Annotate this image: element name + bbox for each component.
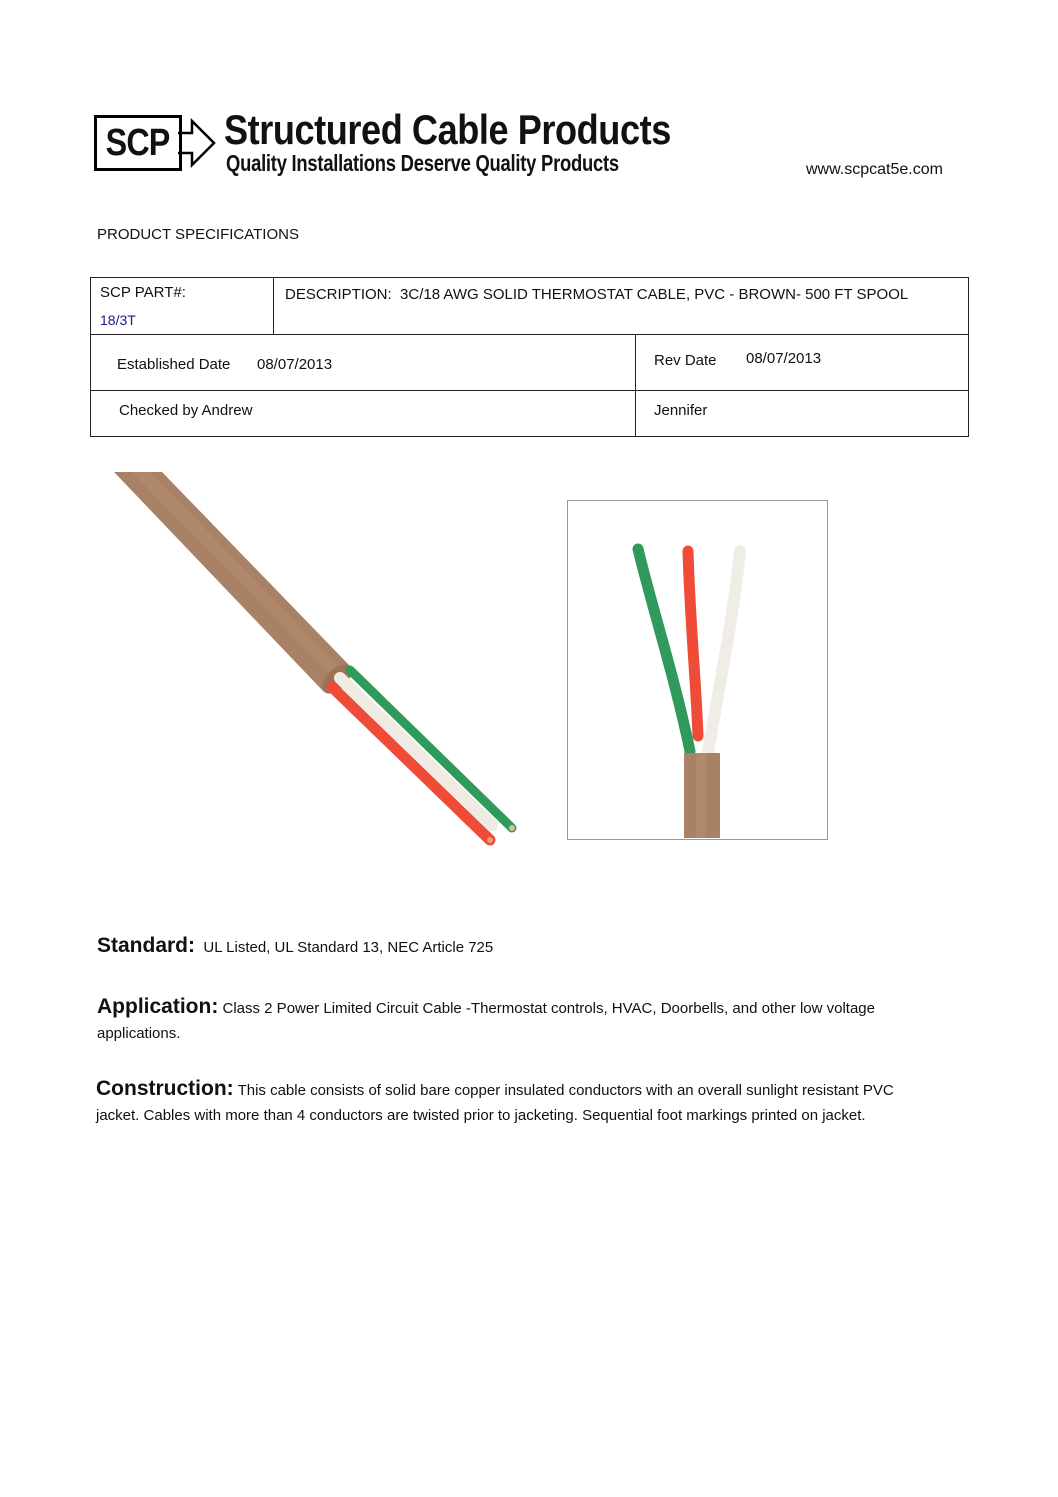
rev-date: 08/07/2013 — [746, 350, 822, 367]
red-conductor — [688, 551, 698, 736]
part-label: SCP PART#: — [100, 284, 186, 301]
construction-text: This cable consists of solid bare copper insulated conductors with an overall sunlight resistant PVC jacket. Cables with more than 4 conductors are twisted prior to jacketing. Sequential foot markings printed on jacket. — [96, 1082, 894, 1124]
cable-photo-side — [92, 470, 532, 880]
description-value: 3C/18 AWG SOLID THERMOSTAT CABLE, PVC - BROWN- 500 FT SPOOL — [400, 286, 909, 303]
construction-section — [96, 1076, 916, 1128]
application-heading: Application: — [97, 995, 219, 1018]
logo-box — [94, 115, 182, 171]
cable-jacket — [114, 472, 357, 699]
standard-text: UL Listed, UL Standard 13, NEC Article 725 — [203, 939, 494, 956]
description-cell — [273, 278, 968, 334]
table-row-dates — [91, 334, 968, 391]
approver-cell — [635, 390, 968, 436]
part-number: 18/3T — [100, 312, 136, 328]
established-label: Established Date — [117, 356, 231, 373]
white-conductor — [340, 678, 492, 825]
copper-tip — [509, 825, 515, 831]
website-link[interactable]: www.scpcat5e.com — [806, 161, 943, 178]
brand-tagline: Quality Installations Deserve Quality Products — [226, 150, 619, 176]
standard-section — [97, 933, 493, 960]
cable-photo-front — [568, 501, 826, 838]
rev-cell — [635, 334, 968, 390]
part-cell — [91, 278, 274, 334]
green-conductor — [638, 549, 690, 751]
approver-name: Jennifer — [654, 402, 708, 419]
jacket-highlight — [696, 753, 706, 838]
red-conductor — [332, 687, 490, 840]
copper-tip — [487, 837, 493, 843]
checked-cell — [91, 390, 636, 436]
description-label: DESCRIPTION: — [285, 286, 392, 303]
spec-table — [90, 277, 969, 437]
cable-photo-front-frame — [567, 500, 828, 840]
description-text — [285, 286, 908, 303]
table-row-approval — [91, 390, 968, 436]
logo-arrow-icon — [176, 117, 218, 169]
white-conductor — [708, 551, 740, 753]
application-section — [97, 994, 887, 1046]
table-row-part — [91, 278, 968, 335]
standard-heading: Standard: — [97, 934, 196, 957]
green-conductor — [350, 670, 512, 828]
checked-by: Checked by Andrew — [119, 402, 253, 419]
established-date: 08/07/2013 — [257, 356, 333, 373]
rev-label: Rev Date — [654, 352, 717, 369]
application-text: Class 2 Power Limited Circuit Cable -Thermostat controls, HVAC, Doorbells, and other low voltage applications. — [97, 1000, 875, 1042]
logo-text: SCP — [106, 121, 170, 164]
brand-name: Structured Cable Products — [224, 106, 671, 153]
page-title: PRODUCT SPECIFICATIONS — [97, 226, 299, 243]
construction-heading: Construction: — [96, 1077, 234, 1100]
established-cell — [91, 334, 636, 390]
